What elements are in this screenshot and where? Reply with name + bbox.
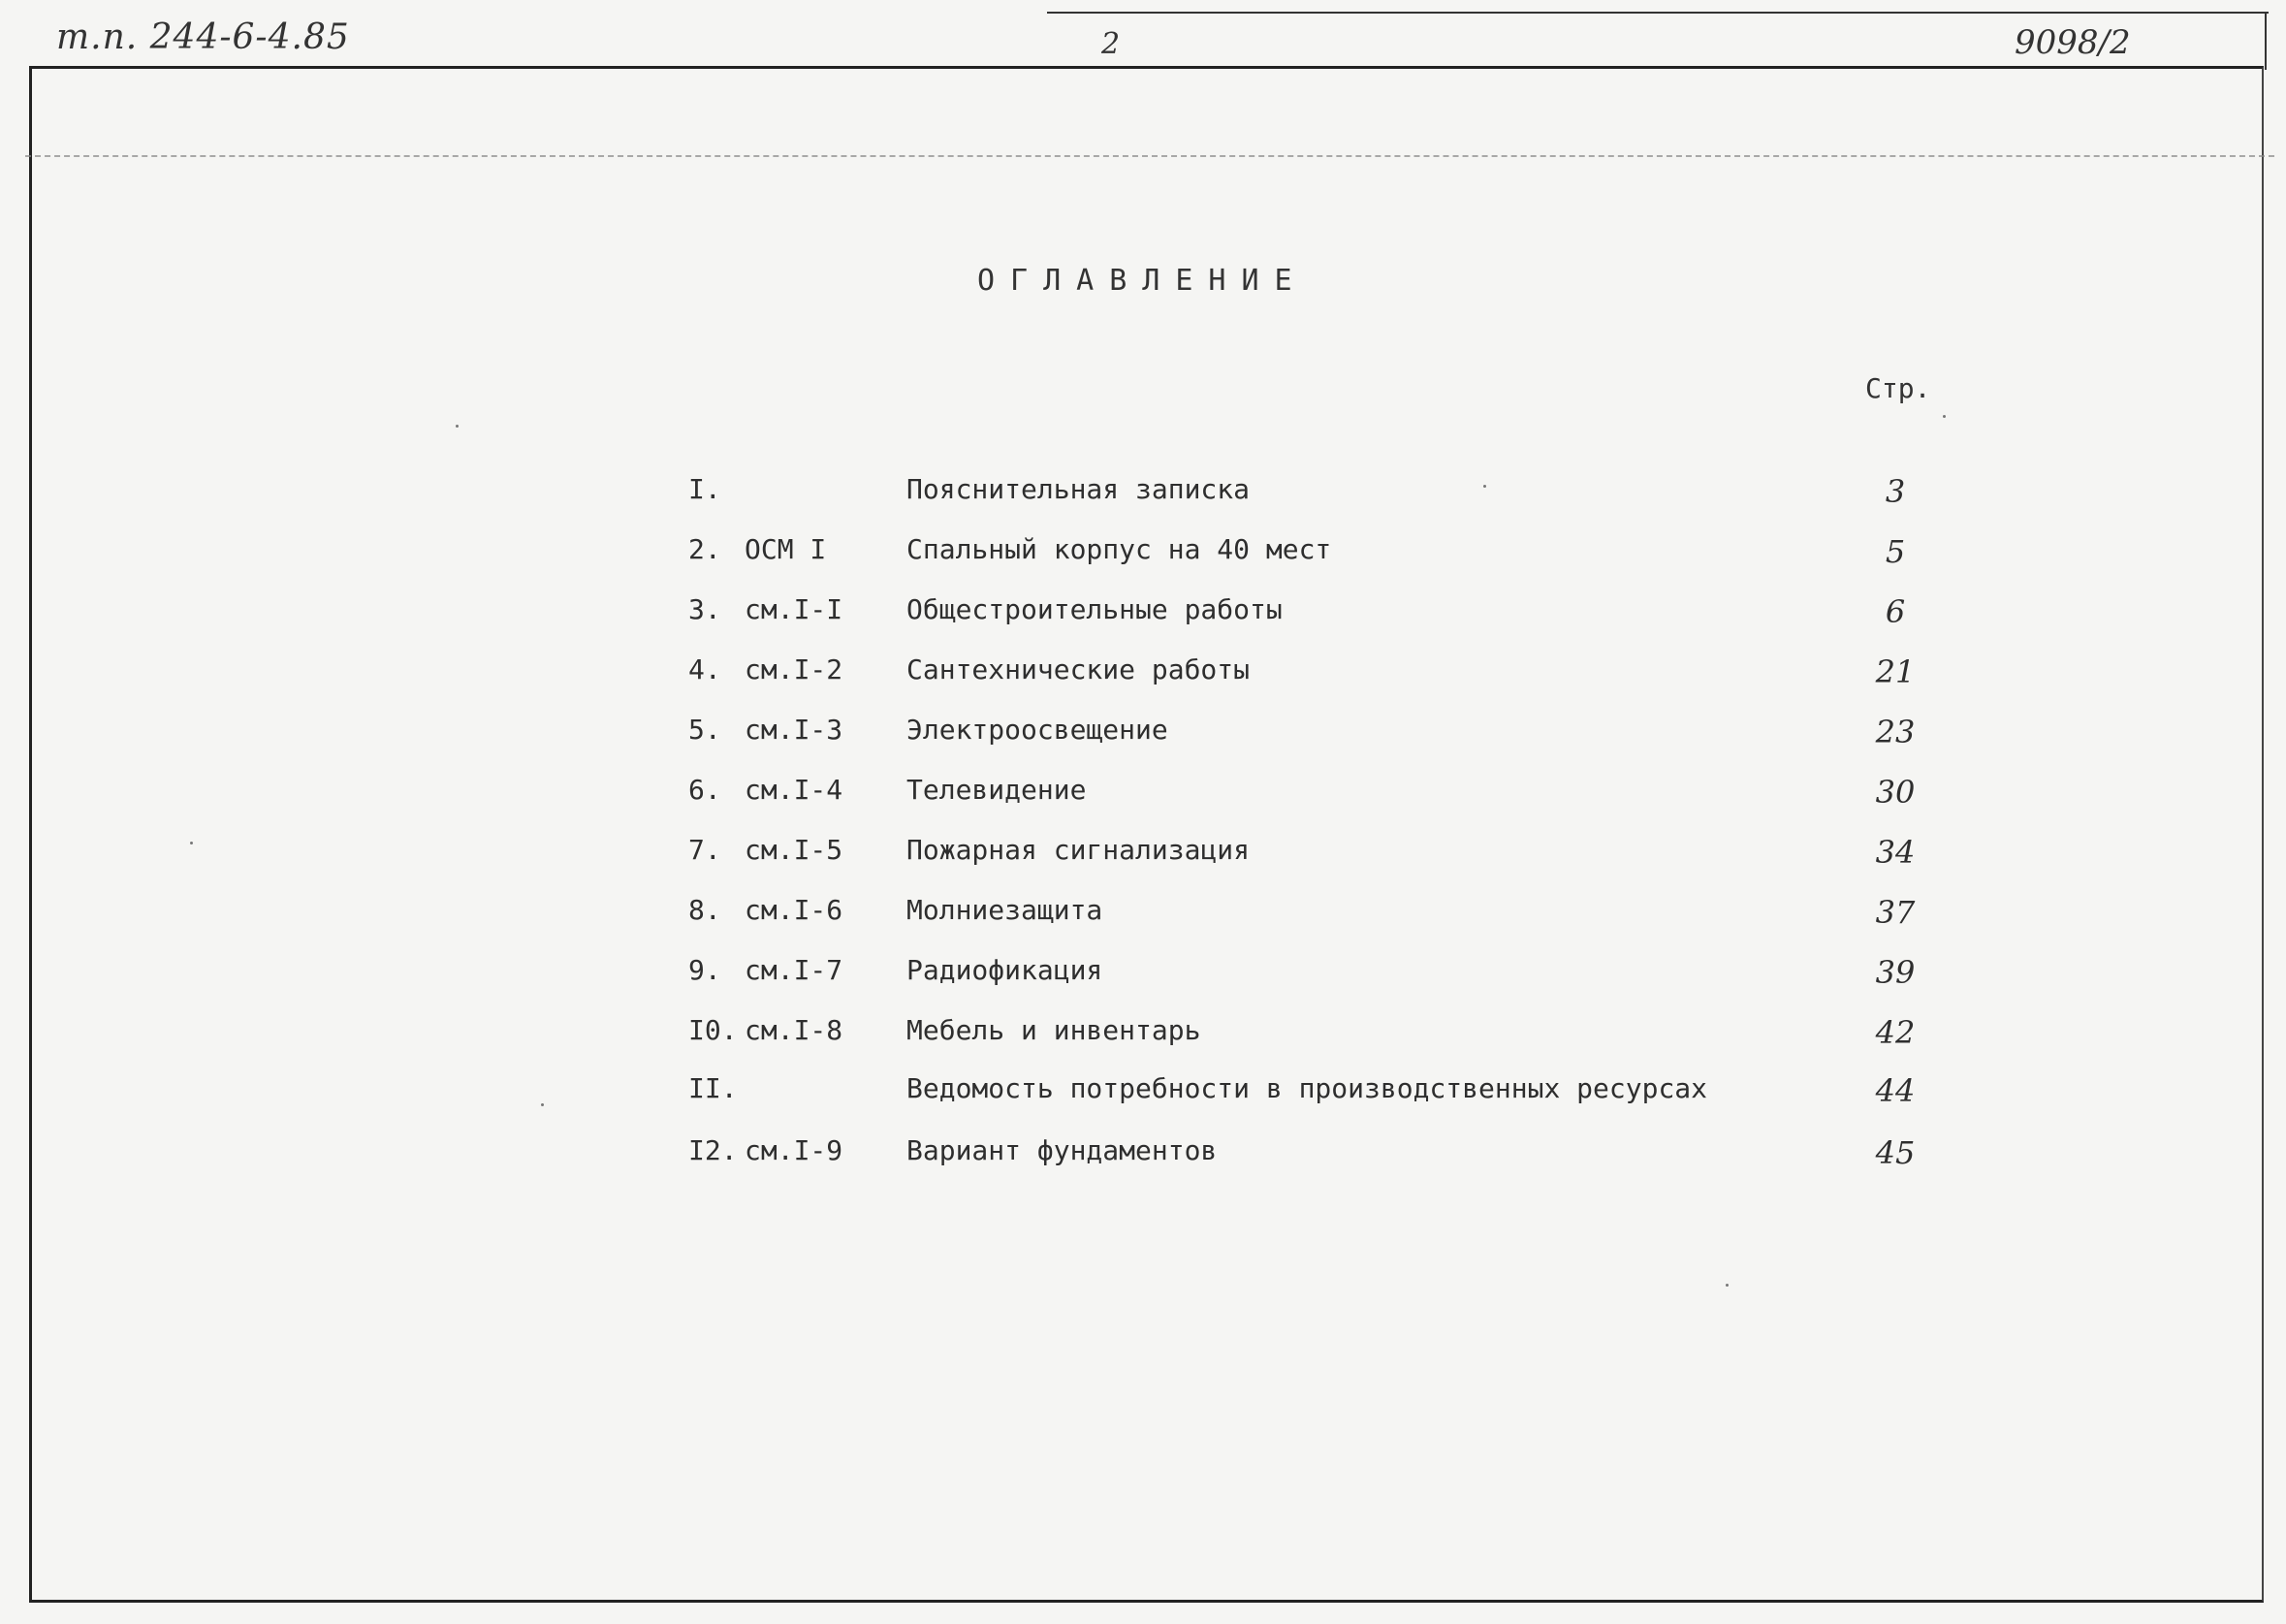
toc-entry-page: 44 [1875, 1072, 1916, 1109]
toc-entry-number: 3. [688, 593, 721, 625]
scan-speck [1483, 485, 1486, 488]
toc-entry-number: 5. [688, 714, 721, 746]
toc-entry-number: 2. [688, 533, 721, 565]
toc-entry-page: 6 [1885, 593, 1906, 630]
toc-entry-ref: см.I-3 [745, 714, 843, 746]
stamp-right-line [2265, 12, 2267, 70]
toc-entry-page: 39 [1875, 954, 1916, 991]
toc-entry-page: 45 [1875, 1134, 1916, 1171]
page-title: ОГЛАВЛЕНИЕ [977, 264, 1308, 298]
handwritten-doc-number: 9098/2 [2015, 23, 2131, 62]
scan-speck [190, 842, 193, 844]
toc-entry-page: 21 [1875, 653, 1916, 690]
toc-entry-number: II. [688, 1072, 738, 1104]
scan-speck [456, 425, 459, 428]
toc-entry-number: 8. [688, 894, 721, 926]
toc-entry-title: Пояснительная записка [906, 473, 1251, 505]
toc-entry-number: I. [688, 473, 721, 505]
toc-entry-title: Сантехнические работы [906, 653, 1251, 685]
toc-entry-number: I2. [688, 1134, 738, 1166]
toc-entry-number: 6. [688, 774, 721, 806]
toc-entry-ref: см.I-I [745, 593, 843, 625]
toc-entry-ref: см.I-7 [745, 954, 843, 986]
toc-entry-number: 9. [688, 954, 721, 986]
toc-entry-title: Телевидение [906, 774, 1087, 806]
toc-entry-page: 30 [1875, 774, 1916, 811]
handwritten-page-number: 2 [1101, 27, 1121, 61]
toc-entry-ref: см.I-4 [745, 774, 843, 806]
toc-entry-page: 23 [1875, 714, 1916, 750]
page-column-header: Стр. [1865, 372, 1931, 404]
toc-entry-ref: см.I-5 [745, 834, 843, 866]
toc-entry-ref: см.I-6 [745, 894, 843, 926]
toc-entry-page: 3 [1885, 473, 1906, 510]
toc-entry-page: 42 [1875, 1014, 1916, 1051]
toc-entry-ref: ОСМ I [745, 533, 827, 565]
toc-entry-title: Общестроительные работы [906, 593, 1283, 625]
toc-entry-ref: см.I-9 [745, 1134, 843, 1166]
stamp-top-line [1047, 12, 2269, 14]
toc-entry-title: Пожарная сигнализация [906, 834, 1251, 866]
scan-speck [1726, 1284, 1729, 1287]
toc-entry-ref: см.I-2 [745, 653, 843, 685]
toc-entry-title: Электроосвещение [906, 714, 1168, 746]
toc-entry-title: Молниезащита [906, 894, 1103, 926]
handwritten-project-code: т.п. 244-6-4.85 [56, 17, 350, 57]
toc-entry-ref: см.I-8 [745, 1014, 843, 1046]
toc-entry-title: Спальный корпус на 40 мест [906, 533, 1332, 565]
toc-entry-title: Вариант фундаментов [906, 1134, 1218, 1166]
toc-entry-page: 37 [1875, 894, 1916, 931]
toc-entry-page: 5 [1885, 533, 1906, 570]
toc-entry-number: 7. [688, 834, 721, 866]
dashed-separator [25, 155, 2274, 157]
toc-entry-number: 4. [688, 653, 721, 685]
scan-speck [1943, 415, 1946, 418]
toc-entry-title: Радиофикация [906, 954, 1103, 986]
toc-entry-title: Ведомость потребности в производственных ресурсах [906, 1072, 1708, 1104]
toc-entry-number: I0. [688, 1014, 738, 1046]
scan-speck [541, 1103, 544, 1106]
toc-entry-title: Мебель и инвентарь [906, 1014, 1201, 1046]
toc-entry-page: 34 [1875, 834, 1916, 871]
